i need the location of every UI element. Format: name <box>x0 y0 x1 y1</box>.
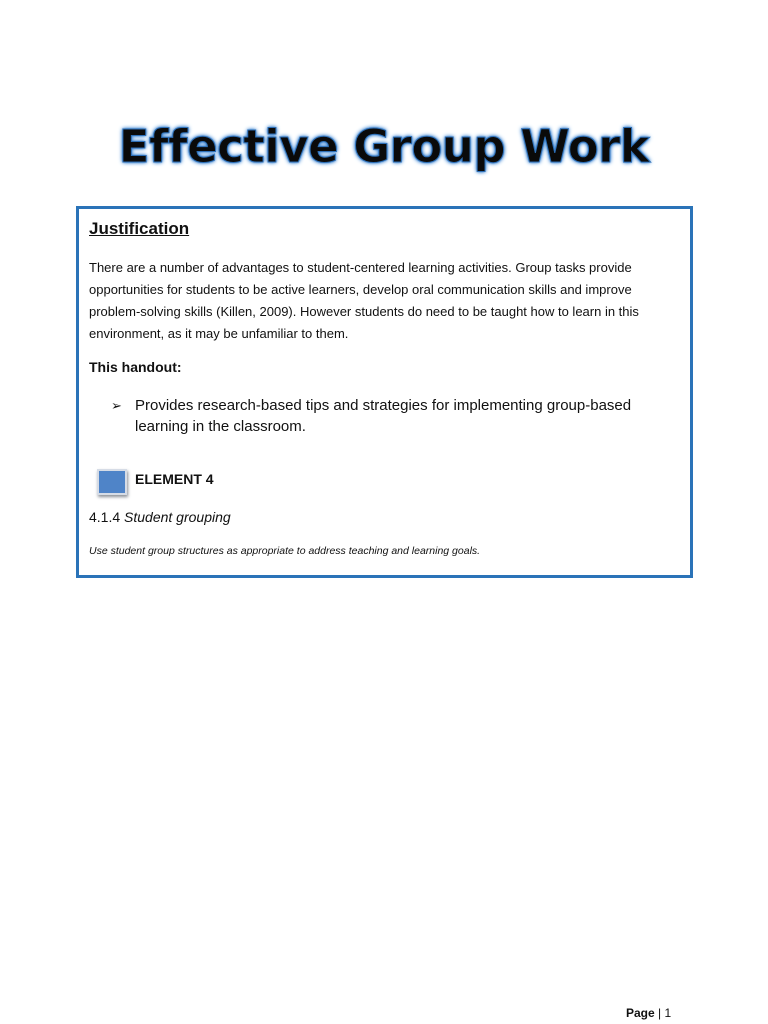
handout-label: This handout: <box>89 359 182 375</box>
standard-code <box>89 509 231 525</box>
bullet-text: Provides research-based tips and strategies for implementing group-based learning in the classroom. <box>135 397 632 435</box>
blue-square-icon <box>97 469 127 495</box>
standard-note: Use student group structures as appropriate to address teaching and learning goals. <box>89 545 481 557</box>
page-separator: | <box>658 1006 662 1020</box>
section-heading: Justification <box>89 219 190 238</box>
arrow-bullet-icon: ➢ <box>111 398 122 413</box>
page-title: Effective Group Work <box>118 120 650 173</box>
page-number <box>626 1006 671 1020</box>
page-number-value: 1 <box>664 1006 672 1020</box>
code-title: Student grouping <box>124 509 231 525</box>
justification-paragraph: There are a number of advantages to student-centered learning activities. Group tasks provide opportunities for students to be active learners, develop oral communication skills and improve problem-solving skills (Killen, 2009). However students do need to be taught how to learn in this environment, as it may be unfamiliar to them. <box>89 260 639 341</box>
page-label: Page <box>626 1006 655 1020</box>
element-label: ELEMENT 4 <box>135 471 214 487</box>
justification-box <box>76 206 693 578</box>
bullet-item <box>111 395 671 437</box>
code-number: 4.1.4 <box>89 509 121 525</box>
